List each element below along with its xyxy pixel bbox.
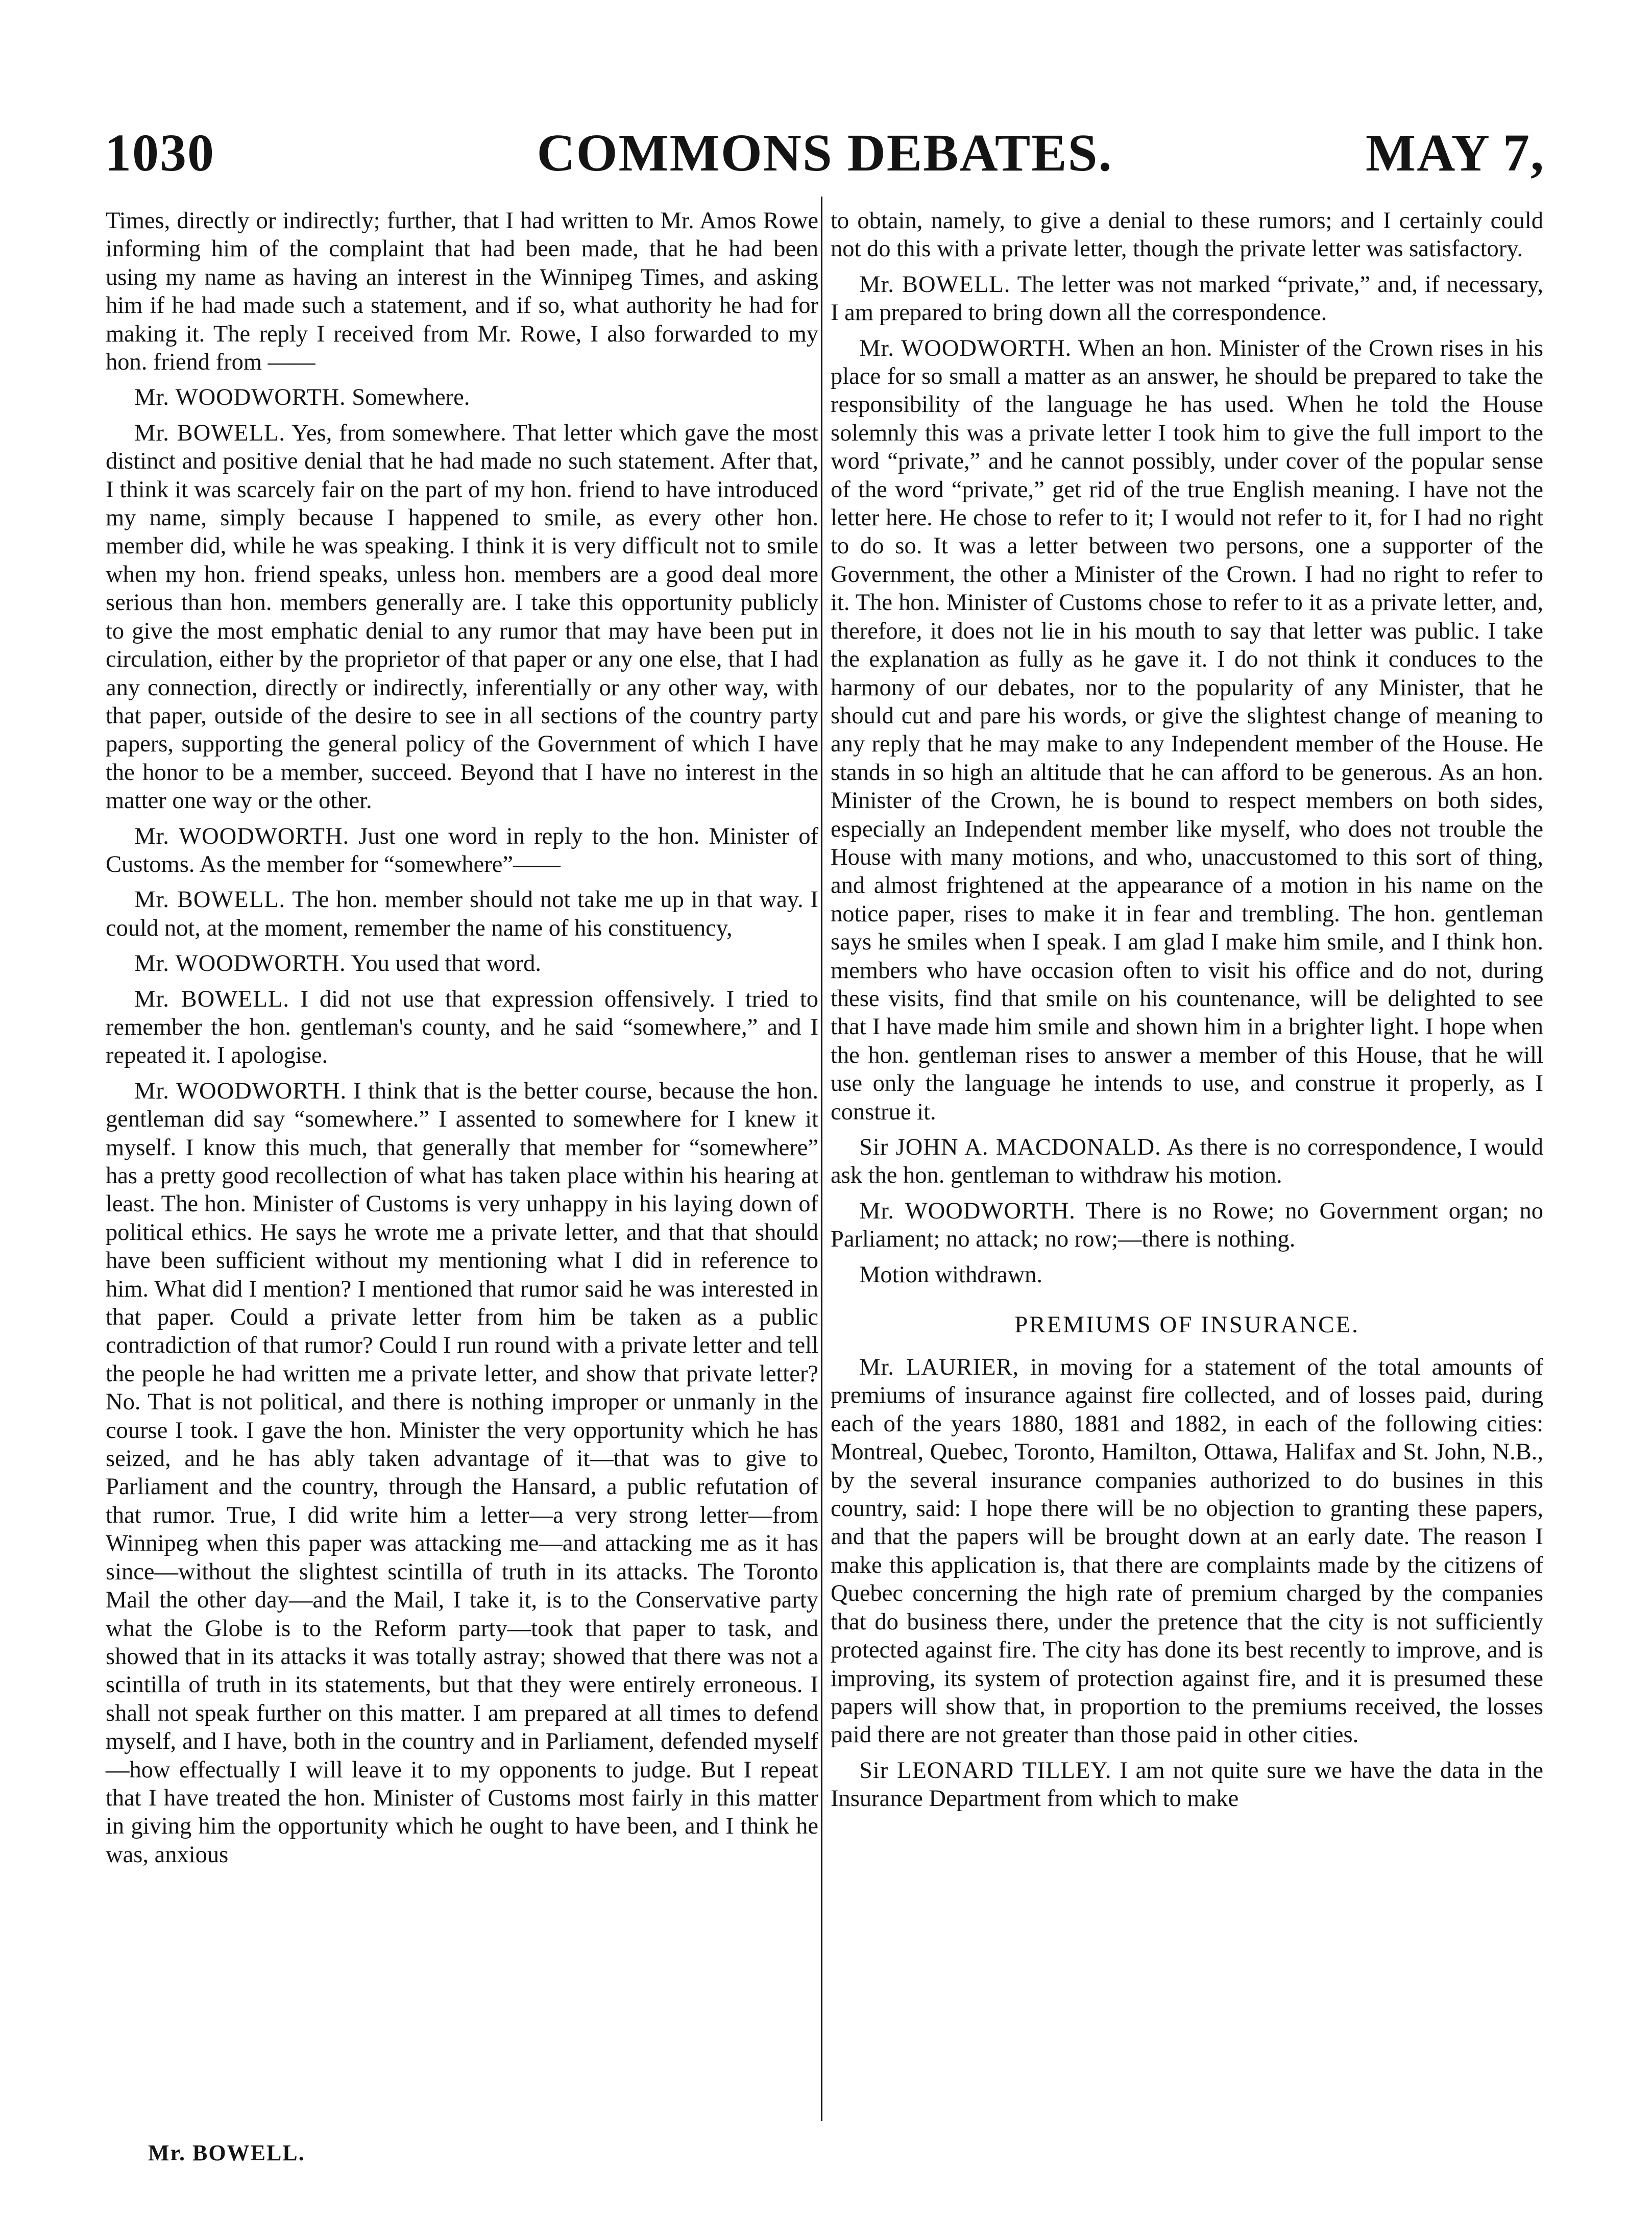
publication-title: COMMONS DEBATES. — [537, 124, 1113, 182]
speech-text: There is no Rowe; no Government organ; no Parliament; no attack; no row;—there is nothing. — [831, 1198, 1543, 1253]
speaker-name: Mr. WOODWORTH. — [134, 823, 350, 849]
speaker-name: Mr. WOODWORTH. — [859, 335, 1072, 361]
speaker-name: Mr. WOODWORTH. — [859, 1198, 1076, 1224]
speech-text: Yes, from somewhere. That letter which gave the most distinct and positive denial that he had made no such statement. After that, I think it was scarcely fair on the part of my hon. friend to have introduced my name, simply because I happened to smile, as every other hon. member did, while he was speaking. I think it is very difficult not to smile when my hon. friend speaks, unless hon. members are a good deal more serious than hon. members generally are. I take this opportunity publicly to give the most emphatic denial to any rumor that may have been put in circulation, either by the proprietor of that paper or any one else, that I had any connection, directly or indirectly, inferentially or any other way, with that paper, outside of the desire to see in all sections of the country party papers, supporting the general policy of the Government of which I have the honor to be a member, succeed. Beyond that I have no interest in the matter one way or the other. — [106, 420, 819, 814]
speech-text: As there is no correspondence, I would ask the hon. gentleman to withdraw his motion. — [831, 1134, 1543, 1189]
paragraph — [831, 271, 1543, 327]
paragraph — [831, 1757, 1543, 1813]
speech-text: Motion withdrawn. — [859, 1261, 1043, 1288]
paragraph — [106, 383, 818, 411]
speaker-name: Mr. BOWELL. — [859, 271, 1011, 298]
speaker-name: Mr. LAURIER, — [859, 1354, 1019, 1381]
paragraph — [831, 334, 1543, 1126]
speech-text: Times, directly or indirectly; further, that I had written to Mr. Amos Rowe informing him of the complaint that had been made, that he had been using my name as having an interest in the Winnipeg Times, and asking him if he had made such a statement, and if so, what authority he had for making it. The reply I received from Mr. Rowe, I also forwarded to my hon. friend from —— — [106, 208, 818, 376]
paragraph — [106, 419, 818, 815]
paragraph — [106, 949, 818, 978]
page-header — [105, 115, 1545, 191]
header-date: MAY 7, — [1366, 124, 1545, 182]
paragraph — [831, 207, 1543, 263]
page-number: 1030 — [105, 124, 215, 182]
speaker-name: Mr. BOWELL. — [134, 420, 286, 446]
catchword: Mr. BOWELL. — [148, 2140, 305, 2165]
column-divider — [821, 197, 822, 2121]
speaker-name: Mr. WOODWORTH. — [134, 384, 346, 411]
paragraph — [831, 1197, 1543, 1254]
speech-text: Somewhere. — [346, 384, 470, 411]
speaker-name: Mr. WOODWORTH. — [134, 950, 346, 977]
paragraph — [831, 1133, 1543, 1190]
paragraph — [106, 886, 818, 942]
speaker-name: Mr. WOODWORTH. — [134, 1078, 347, 1104]
paragraph — [106, 985, 818, 1070]
paragraph — [106, 822, 818, 879]
speaker-name: Mr. BOWELL. — [134, 986, 289, 1012]
speech-text: to obtain, namely, to give a denial to these rumors; and I certainly could not do this with a private letter, though the private letter was satisfactory. — [831, 208, 1543, 262]
speech-text: You used that word. — [346, 950, 541, 977]
speech-text: Just one word in reply to the hon. Minister of Customs. As the member for “somewhere”—— — [106, 823, 818, 877]
speech-text: I think that is the better course, because the hon. gentleman did say “somewhere.” I assented to somewhere for I knew it myself. I know this much, that generally that member for “somewhere” has a pretty good recollection of what has taken place within his hearing at least. The hon. Minister of Customs is very unhappy in his laying down of political ethics. He says he wrote me a private letter, and that that should have been sufficient without my mentioning what I did in reference to him. What did I mention? I mentioned that rumor said he was interested in that paper. Could a private letter from him be taken as a public contradiction of that rumor? Could I run round with a private letter and tell the people he had written me a private letter, and show that private letter? No. That is not political, and there is nothing improper or unmanly in the course I took. I gave the hon. Minister the very opportunity which he has seized, and he has ably taken advantage of it—that was to give to Parliament and the country, through the Hansard, a public refutation of that rumor. True, I did write him a letter—a very strong letter—from Winnipeg when this paper was attacking me—and attacking me as it has since—without the slightest scintilla of truth in its attacks. The Toronto Mail the other day—and the Mail, I take it, is to the Conservative party what the Globe is to the Reform party—took that paper to task, and showed that in its attacks it was totally astray; showed that there was not a scintilla of truth in its statements, but that they were entirely erroneous. I shall not speak further on this matter. I am prepared at all times to defend myself, and I have, both in the country and in Parliament, defended myself—how effectually I will leave it to my opponents to judge. But I repeat that I have treated the hon. Minister of Customs most fairly in this matter in giving him the opportunity which he ought to have been, and I think he was, anxious — [106, 1078, 819, 1868]
speaker-name: Sir JOHN A. MACDONALD. — [859, 1134, 1161, 1160]
speaker-name: Mr. BOWELL. — [134, 887, 286, 913]
right-column — [831, 207, 1543, 1820]
speech-text: When an hon. Minister of the Crown rises in his place for so small a matter as an answer, he should be prepared to take the responsibility of the language he has used. When he told the House solemnly this was a private letter I took him to give the full import to the word “private,” and he cannot possibly, under cover of the popular sense of the word “private,” get rid of the true English meaning. I have not the letter here. He chose to refer to it; I would not refer to it, for I had no right to do so. It was a letter between two persons, one a supporter of the Government, the other a Minister of the Crown. I had no right to refer to it. The hon. Minister of Customs chose to refer to it as a private letter, and, therefore, it does not lie in his mouth to say that letter was public. I take the explanation as fully as he gave it. I do not think it conduces to the harmony of our debates, nor to the popularity of any Minister, that he should cut and pare his words, or give the slightest change of meaning to any reply that he may make to any Independent member of the House. He stands in so high an altitude that he can afford to be generous. As an hon. Minister of the Crown, he is bound to respect members on both sides, especially an Independent member like myself, who does not trouble the House with many motions, and who, unaccustomed to this sort of thing, and almost frightened at the appearance of a motion in his name on the notice paper, rises to make it in fear and trembling. The hon. gentleman says he smiles when I speak. I am glad I make him smile, and I think hon. members who have occasion often to visit his office and do not, during these visits, find that smile on his countenance, will be delighted to see that I have made him smile and shown him in a brighter light. I hope when the hon. gentleman rises to answer a member of this House, that he will use only the language he intends to use, and construe it properly, as I construe it. — [831, 335, 1543, 1125]
paragraph — [831, 1353, 1543, 1749]
speech-text: The hon. member should not take me up in that way. I could not, at the moment, remember the name of his constituency, — [106, 887, 818, 941]
paragraph — [106, 207, 818, 376]
section-heading: PREMIUMS OF INSURANCE. — [1014, 1311, 1359, 1338]
paragraph — [831, 1261, 1543, 1289]
speech-text: I did not use that expression offensively. I tried to remember the hon. gentleman's county, and he said “somewhere,” and I repeated it. I apologise. — [106, 986, 818, 1069]
left-column — [106, 207, 818, 1876]
speaker-name: Sir LEONARD TILLEY. — [859, 1757, 1112, 1784]
paragraph — [106, 1077, 818, 1869]
speech-text: The letter was not marked “private,” and, if necessary, I am prepared to bring down all the correspondence. — [831, 271, 1543, 326]
speech-text: I am not quite sure we have the data in the Insurance Department from which to make — [831, 1757, 1544, 1812]
speech-text: in moving for a statement of the total amounts of premiums of insurance against fire collected, and of losses paid, during each of the years 1880, 1881 and 1882, in each of the following cities: Montreal, Quebec, Toronto, Hamilton, Ottawa, Halifax and St. John, N.B., by the several insurance companies authorized to do busines in this country, said: I hope there will be no objection to granting these papers, and that the papers will be brought down at an early date. The reason I make this application is, that there are complaints made by the citizens of Quebec concerning the high rate of premium charged by the companies that do business there, under the pretence that the city is not sufficiently protected against fire. The city has done its best recently to improve, and is improving, its system of protection against fire, and it is presumed these papers will show that, in proportion to the premiums received, the losses paid there are not greater than those paid in other cities. — [831, 1354, 1543, 1748]
